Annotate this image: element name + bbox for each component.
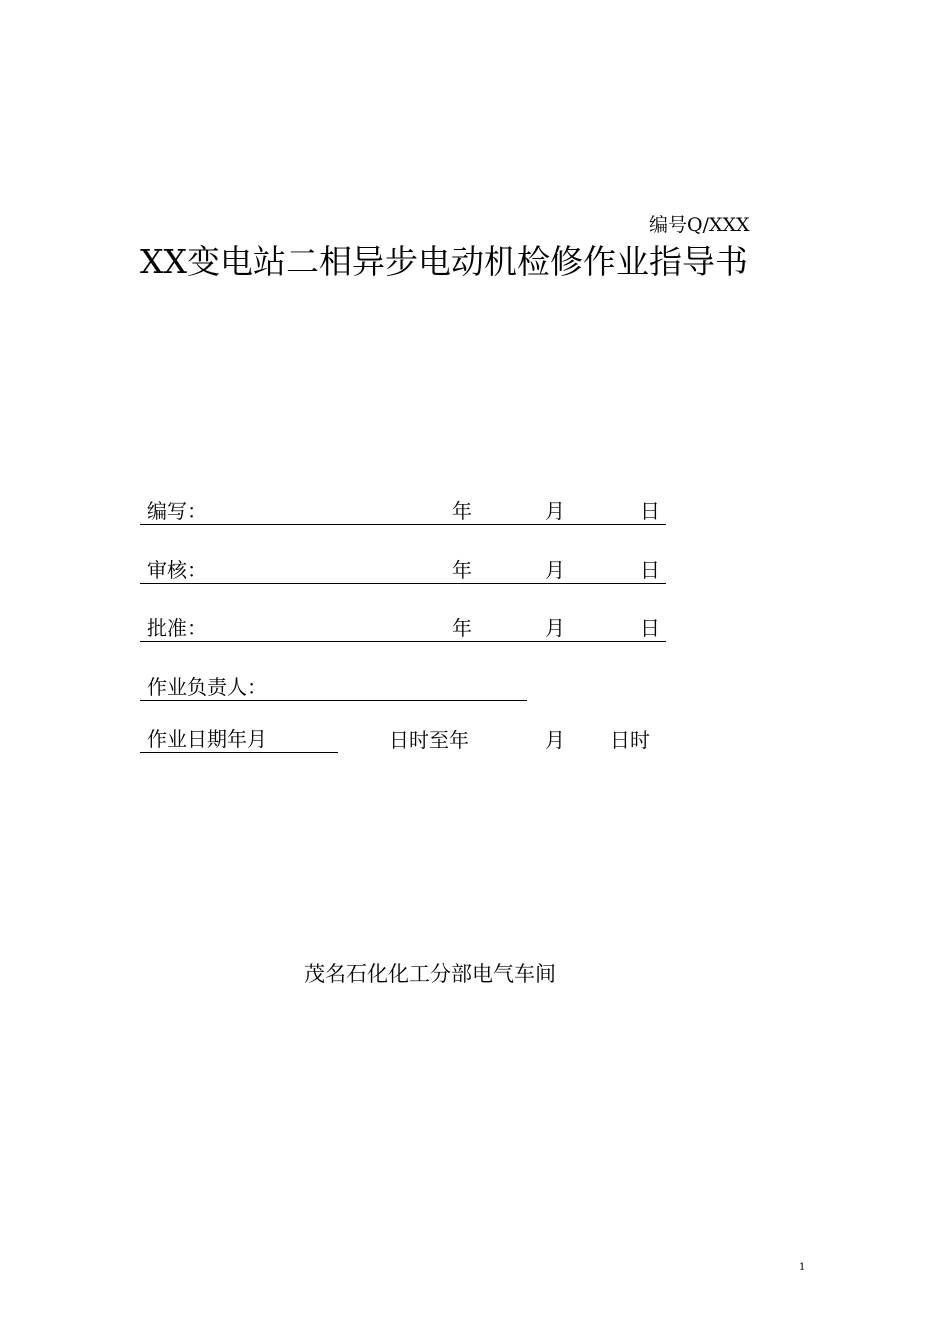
signature-label: 批准： xyxy=(147,616,207,640)
work-date-start xyxy=(140,724,338,753)
document-number: 编号Q/XXX xyxy=(649,214,750,236)
signature-day: 日 xyxy=(640,558,660,582)
responsible-person-label: 作业负责人： xyxy=(147,675,267,699)
signature-row-review xyxy=(140,555,666,584)
signature-month: 月 xyxy=(545,616,565,640)
signature-row-approve xyxy=(140,613,666,642)
work-date-daytime-label: 日时 xyxy=(610,728,650,752)
signature-month: 月 xyxy=(545,558,565,582)
work-date-month-label: 月 xyxy=(545,728,565,752)
signature-year: 年 xyxy=(452,499,472,523)
work-date-row xyxy=(140,725,700,753)
signature-year: 年 xyxy=(452,616,472,640)
signature-year: 年 xyxy=(452,558,472,582)
work-date-to-label: 日时至年 xyxy=(389,728,469,752)
signature-month: 月 xyxy=(545,499,565,523)
signature-day: 日 xyxy=(640,499,660,523)
signature-label: 编写： xyxy=(147,499,207,523)
signature-row-compile xyxy=(140,496,666,525)
document-title: XX变电站二相异步电动机检修作业指导书 xyxy=(140,242,748,281)
page-number: 1 xyxy=(799,1262,806,1273)
work-date-start-label: 作业日期年月 xyxy=(147,727,267,751)
signature-day: 日 xyxy=(640,616,660,640)
responsible-person-row xyxy=(140,672,527,701)
signature-label: 审核： xyxy=(147,558,207,582)
organization-name: 茂名石化化工分部电气车间 xyxy=(304,962,556,986)
